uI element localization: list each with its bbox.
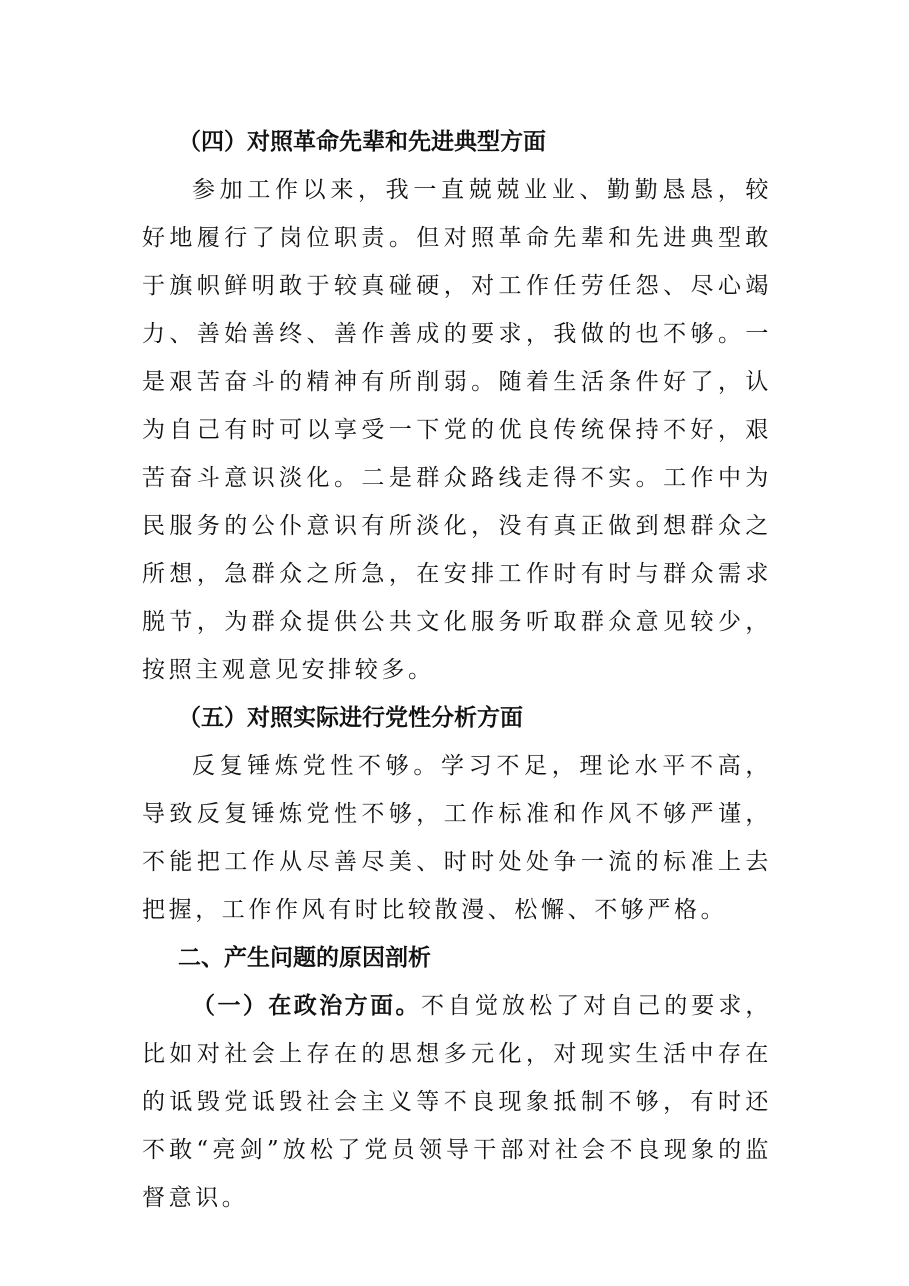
- section-five-heading: （五）对照实际进行党性分析方面: [178, 705, 523, 731]
- political-aspect-body: 不自觉放松了对自己的要求，比如对社会上存在的思想多元化，对现实生活中存在的诋毁党诋毁社会主义等不良现象抵制不够，有时还不敢“亮剑”放松了党员领导干部对社会不良现象的监督意识。: [142, 993, 772, 1211]
- section-five-paragraph: 反复锤炼党性不够。学习不足，理论水平不高，导致反复锤炼党性不够，工作标准和作风不够严谨，不能把工作从尽善尽美、时时处处争一流的标准上去把握，工作作风有时比较散漫、松懈、不够严格。: [142, 753, 772, 923]
- section-four-heading: （四）对照革命先辈和先进典型方面: [178, 129, 546, 155]
- political-aspect-paragraph: [142, 982, 772, 1222]
- document-page: [142, 118, 772, 1222]
- section-four-paragraph: 参加工作以来，我一直兢兢业业、勤勤恳恳，较好地履行了岗位职责。但对照革命先辈和先进典型敢于旗帜鲜明敢于较真碰硬，对工作任劳任怨、尽心竭力、善始善终、善作善成的要求，我做的也不够。一是艰苦奋斗的精神有所削弱。随着生活条件好了，认为自己有时可以享受一下党的优良传统保持不好，艰苦奋斗意识淡化。二是群众路线走得不实。工作中为民服务的公仆意识有所淡化，没有真正做到想群众之所想，急群众之所急，在安排工作时有时与群众需求脱节，为群众提供公共文化服务听取群众意见较少，按照主观意见安排较多。: [142, 177, 772, 683]
- political-aspect-lead: （一）在政治方面。: [192, 993, 421, 1019]
- part-two-heading: 二、产生问题的原因剖析: [178, 945, 431, 971]
